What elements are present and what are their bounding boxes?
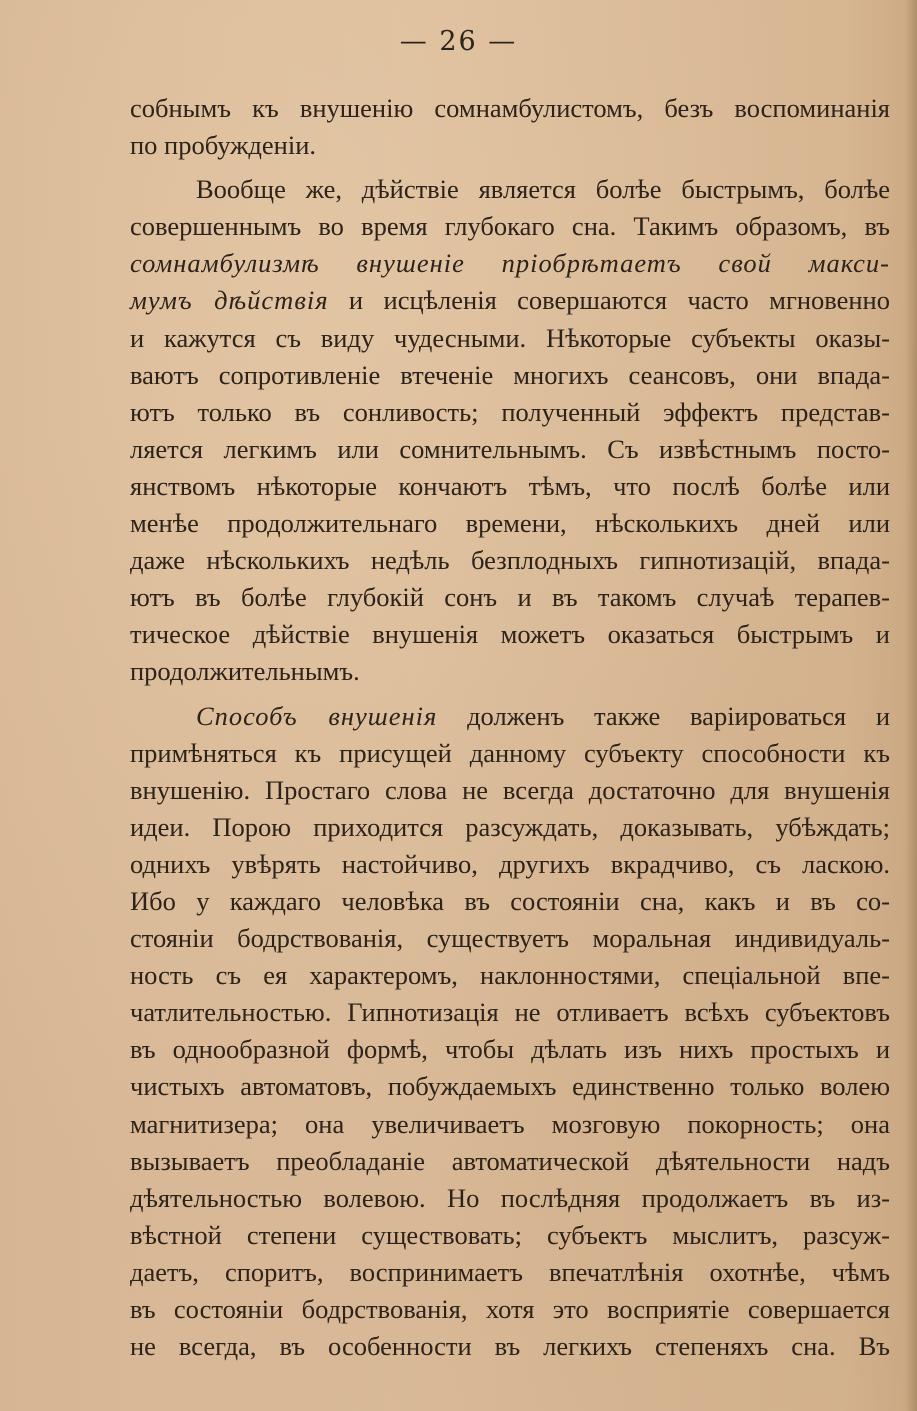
text-line: Вообще же, дѣйствіе является болѣе быстрымъ, болѣе bbox=[196, 174, 890, 205]
text-line bbox=[130, 282, 890, 319]
text-line: примѣняться къ присущей данному субъекту способности къ bbox=[130, 737, 890, 768]
italic-phrase: сомнамбулизмѣ внушеніе пріобрѣтаетъ свой макси- bbox=[130, 248, 890, 279]
italic-phrase: мумъ дѣйствія bbox=[130, 285, 329, 316]
text-line: по пробужденіи. bbox=[130, 130, 317, 161]
text-line bbox=[130, 698, 890, 735]
paragraph bbox=[130, 90, 890, 164]
text-line: собнымъ къ внушенію сомнамбулистомъ, безъ воспоминанія bbox=[130, 93, 890, 123]
text-line: ютъ только въ сонливость; полученный эффектъ представ- bbox=[130, 396, 890, 427]
text-line: менѣе продолжительнаго времени, нѣсколькихъ дней или bbox=[130, 508, 890, 539]
text-line: даетъ, споритъ, воспринимаетъ впечатлѣнія охотнѣе, чѣмъ bbox=[130, 1256, 890, 1287]
text-line: чатлительностью. Гипнотизація не отливаетъ всѣхъ субъектовъ bbox=[130, 997, 890, 1028]
text-line: продолжительнымъ. bbox=[130, 656, 360, 687]
page-edge-shadow bbox=[905, 0, 917, 1411]
page-body bbox=[130, 90, 890, 1365]
text-line: идеи. Порою приходится разсуждать, доказывать, убѣждать; bbox=[130, 811, 890, 842]
text-line: совершеннымъ во время глубокаго сна. Такимъ образомъ, въ bbox=[130, 211, 890, 242]
text-line: ность съ ея характеромъ, наклонностями, спеціальной впе- bbox=[130, 960, 890, 991]
italic-phrase: Способъ внушенія bbox=[196, 700, 438, 731]
text-line: однихъ увѣрять настойчиво, другихъ вкрадчиво, съ ласкою. bbox=[130, 848, 890, 879]
text-line bbox=[130, 245, 890, 282]
text-line: дѣятельностью волевою. Но послѣдняя продолжаетъ въ из- bbox=[130, 1182, 890, 1213]
text-line: ютъ въ болѣе глубокій сонъ и въ такомъ случаѣ терапев- bbox=[130, 582, 890, 613]
text-line: Ибо у каждаго человѣка въ состояніи сна, какъ и въ со- bbox=[130, 885, 890, 916]
paragraph bbox=[130, 698, 890, 1366]
text-line: тическое дѣйствіе внушенія можетъ оказаться быстрымъ и bbox=[130, 619, 890, 650]
text-line: и кажутся съ виду чудесными. Нѣкоторые субъекты оказы- bbox=[130, 322, 890, 353]
text-line: даже нѣсколькихъ недѣль безплодныхъ гипнотизацій, впада- bbox=[130, 545, 890, 576]
paragraph bbox=[130, 171, 890, 690]
text-run: и исцѣленія совершаются часто мгновенно bbox=[328, 285, 890, 316]
text-line: вызываетъ преобладаніе автоматической дѣятельности надъ bbox=[130, 1145, 890, 1176]
text-line: чистыхъ автоматовъ, побуждаемыхъ единственно только волею bbox=[130, 1071, 890, 1102]
text-line: магнитизера; она увеличиваетъ мозговую покорность; она bbox=[130, 1108, 890, 1139]
text-line: янствомъ нѣкоторые кончаютъ тѣмъ, что послѣ болѣе или bbox=[130, 470, 890, 501]
text-run: долженъ также варіироваться и bbox=[437, 700, 891, 731]
text-line: ваютъ сопротивленіе втеченіе многихъ сеансовъ, они впада- bbox=[130, 359, 890, 390]
text-line: въ состояніи бодрствованія, хотя это восприятіе совершается bbox=[130, 1294, 890, 1324]
text-line: стояніи бодрствованія, существуетъ моральная индивидуаль- bbox=[130, 923, 890, 954]
text-line: вѣстной степени существовать; субъектъ мыслитъ, разсуж- bbox=[130, 1219, 890, 1250]
text-line: не всегда, въ особенности въ легкихъ степеняхъ сна. Въ bbox=[130, 1331, 890, 1362]
text-line: въ однообразной формѣ, чтобы дѣлать изъ нихъ простыхъ и bbox=[130, 1034, 890, 1065]
text-line: ляется легкимъ или сомнительнымъ. Съ извѣстнымъ посто- bbox=[130, 433, 890, 464]
text-line: внушенію. Простаго слова не всегда достаточно для внушенія bbox=[130, 774, 890, 805]
page-number: — 26 — bbox=[399, 26, 518, 57]
